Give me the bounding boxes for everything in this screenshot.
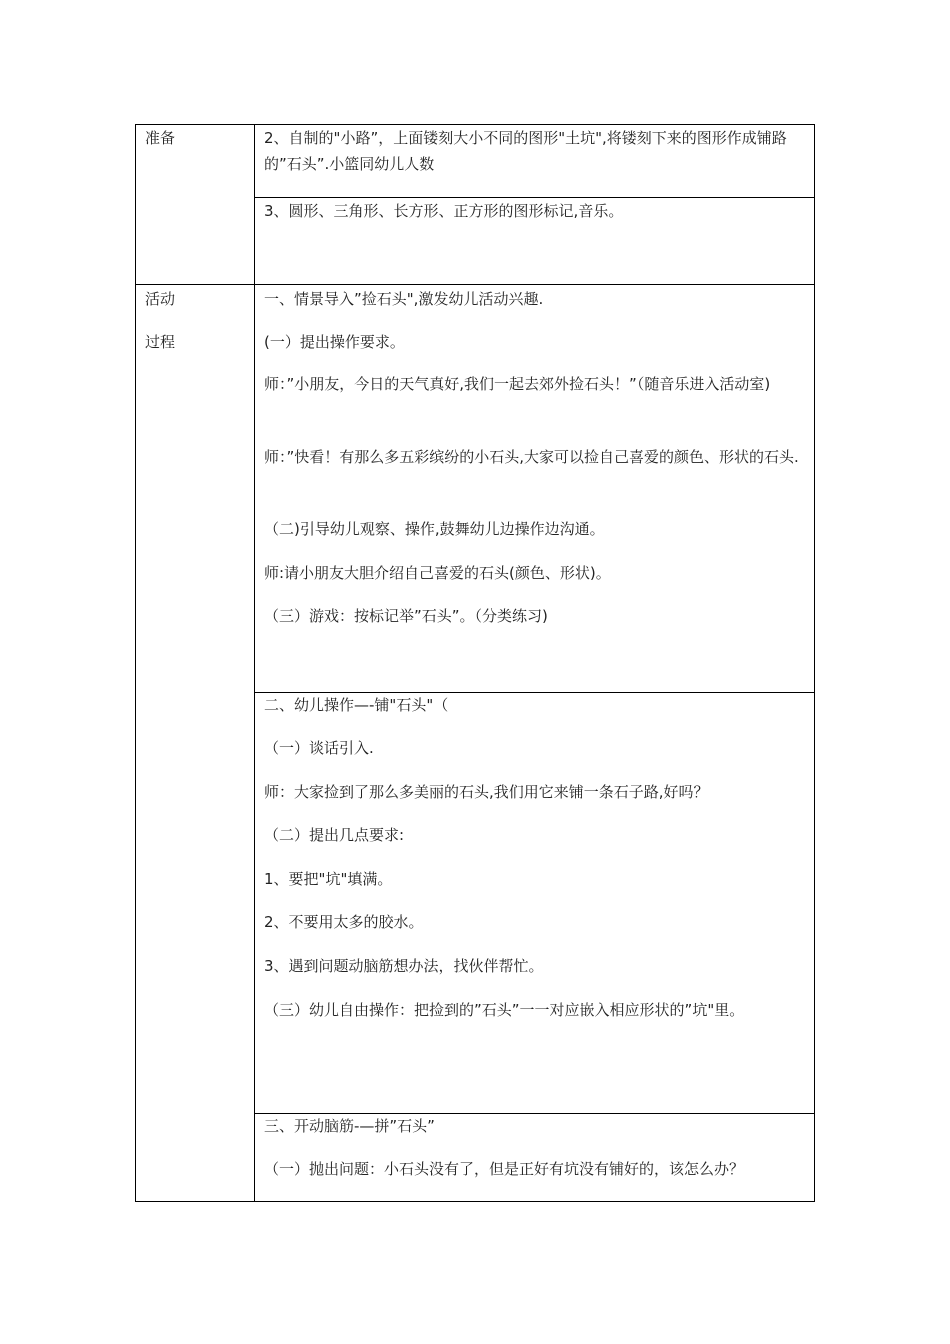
section2-para: 1、要把"坑"填满。 [264,870,393,888]
column-divider [254,124,255,1202]
section3-heading: 三、开动脑筋-—拼”石头” [264,1117,435,1135]
section1-para: （三）游戏：按标记举”石头”。（分类练习) [264,607,548,625]
section2-para: 师：大家捡到了那么多美丽的石头,我们用它来铺一条石子路,好吗？ [264,783,709,801]
row-label-prep: 准备 [145,129,176,147]
section1-para: （二)引导幼儿观察、操作,鼓舞幼儿边操作边沟通。 [264,520,605,538]
section1-para: 师:请小朋友大胆介绍自己喜爱的石头(颜色、形状)。 [264,564,611,582]
section2-para: （三）幼儿自由操作：把捡到的”石头”一一对应嵌入相应形状的”坑"里。 [264,1001,745,1019]
prep-item-3: 3、圆形、三角形、长方形、正方形的图形标记,音乐。 [264,202,624,220]
section2-heading: 二、幼儿操作—-铺"石头"（ [264,696,449,714]
row-label-process-1: 活动 [145,290,176,308]
section1-heading: 一、情景导入”捡石头",激发幼儿活动兴趣. [264,290,544,308]
row-label-process-2: 过程 [145,333,176,351]
section2-para: （二）提出几点要求: [264,826,405,844]
section2-para: 2、不要用太多的胶水。 [264,913,424,931]
section2-para: 3、遇到问题动脑筋想办法，找伙伴帮忙。 [264,957,544,975]
row-divider [135,284,815,285]
section1-para: 师：”快看！有那么多五彩缤纷的小石头,大家可以捡自己喜爱的颜色、形状的石头. [264,448,799,466]
section1-para: (一）提出操作要求。 [264,333,405,351]
prep-item-2: 2、自制的"小路”，上面镂刻大小不同的图形"土坑",将镂刻下来的图形作成铺路的”石头”.小篮同幼儿人数 [264,129,787,173]
section2-para: （一）谈话引入. [264,739,374,757]
section1-para: 师：”小朋友，今日的天气真好,我们一起去郊外捡石头！”（随音乐进入活动室) [264,375,771,393]
section3-para: （一）抛出问题：小石头没有了，但是正好有坑没有铺好的，该怎么办？ [264,1160,745,1178]
